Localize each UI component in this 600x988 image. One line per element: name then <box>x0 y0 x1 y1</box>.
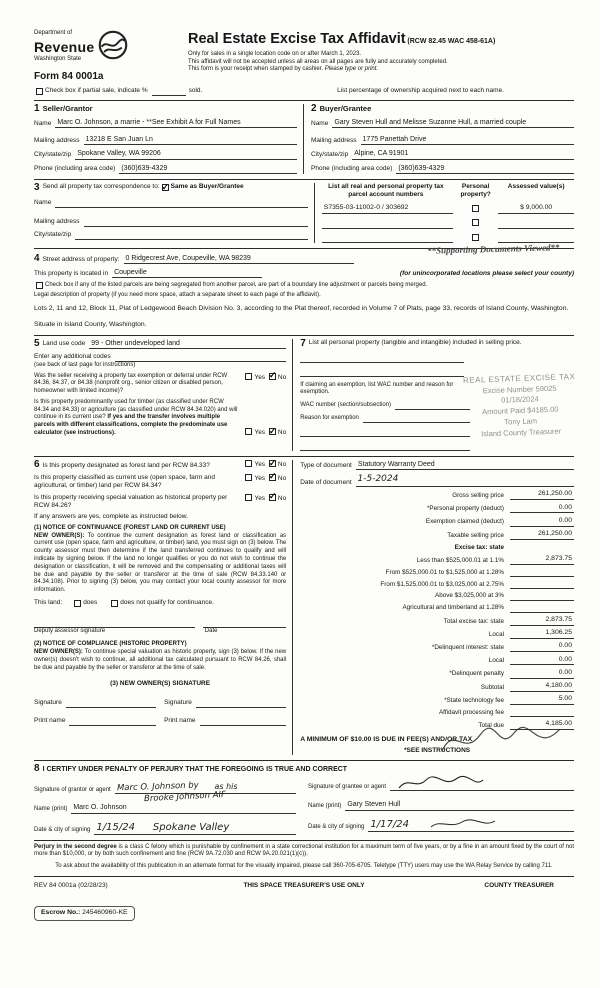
dept-block <box>34 30 184 83</box>
tax-value-field[interactable] <box>510 580 574 589</box>
tax-value-field[interactable]: 0.00 <box>510 656 574 666</box>
personal-property-checkbox[interactable] <box>472 205 479 212</box>
partial-sale-line <box>34 87 574 96</box>
seller-phone-field[interactable]: (360)639-4329 <box>119 164 297 174</box>
tax-computation-section <box>293 460 574 755</box>
corr-addr-label: Mailing address <box>34 218 80 226</box>
no-label: No <box>277 474 287 482</box>
document-type-label: Type of document <box>300 461 352 469</box>
buyer-csz-label: City/state/zip <box>311 151 349 159</box>
tax-row: Local 0.00 <box>488 655 572 665</box>
does-checkbox[interactable] <box>74 600 81 607</box>
historic-property-question: Is this property receiving special valuation as historical property per RCW 84.26? <box>34 493 228 509</box>
tax-row: *Personal property (deduct) 0.00 <box>426 503 572 513</box>
grantee-date-handwriting: 1/17/24 <box>370 818 409 830</box>
certify-statement: I CERTIFY UNDER PENALTY OF PERJURY THAT THE FOREGOING IS TRUE AND CORRECT <box>42 765 348 773</box>
dept-name: Revenue <box>34 38 95 55</box>
tax-value-field[interactable]: 4,180.00 <box>510 682 574 692</box>
yes-no-group <box>243 428 286 437</box>
grantor-city-handwriting: Spokane Valley <box>152 821 230 833</box>
personal-property-blank-line[interactable] <box>300 367 464 377</box>
personal-property-header: Personal property? <box>460 182 491 199</box>
dept-of-label: Department of <box>34 30 73 36</box>
parcel-header: List all real and personal property tax parcel account numbers <box>328 182 444 199</box>
corr-csz-label: City/state/zip <box>34 231 72 239</box>
grantee-city-scrawl <box>428 817 498 831</box>
yes-checkbox[interactable] <box>245 428 252 435</box>
new-owners-signature-title: (3) NEW OWNER(S) SIGNATURE <box>110 680 211 688</box>
grantor-date-city-field[interactable] <box>94 821 296 835</box>
grantor-signature-label: Signature of grantor or agent <box>34 786 111 793</box>
seller-csz-label: City/state/zip <box>34 151 72 159</box>
seller-heading: Seller/Grantor <box>42 103 93 113</box>
does-not-checkbox[interactable] <box>111 600 118 607</box>
parcel-table <box>315 183 574 244</box>
yes-no-group <box>243 494 286 503</box>
owner-signature-label-2: Signature <box>164 699 192 707</box>
additional-codes-label: Enter any additional codes <box>34 353 111 361</box>
no-checkbox[interactable] <box>269 373 276 380</box>
yes-label: Yes <box>254 373 266 381</box>
owner-print-field-1[interactable] <box>69 717 156 726</box>
seller-addr-field[interactable]: 13218 E San Juan Ln <box>84 135 297 145</box>
tax-row: Taxable selling price 261,250.00 <box>447 530 572 539</box>
tax-row: Less than $525,000.01 at 1.1% 2,873.75 <box>416 555 572 564</box>
deputy-date-label: Date <box>204 628 218 635</box>
yes-label: Yes <box>254 474 266 482</box>
grantee-signature-label: Signature of grantee or agent <box>308 783 387 790</box>
tax-value-field[interactable]: 0.00 <box>510 669 574 679</box>
street-address-label: Street address of property: <box>42 255 120 263</box>
grantor-signature-handwriting-2: Brooke Johnson AIF <box>143 790 227 805</box>
no-checkbox[interactable] <box>269 428 276 435</box>
grantee-print-name-field[interactable]: Gary Steven Hull <box>345 800 574 810</box>
tax-row: *State technology fee 5.00 <box>444 695 572 704</box>
legal-description-label: Legal description of property (if you need more space, attach a separate sheet to each page of the affidavit). <box>34 292 321 299</box>
owner-signature-label-1: Signature <box>34 699 62 707</box>
buyer-name-field[interactable]: Gary Steven Hull and Melisse Suzanne Hull, a married couple <box>332 118 574 128</box>
header-note-2: This affidavit will not be accepted unless all areas on all pages are fully and accurately completed. <box>188 58 448 65</box>
grantee-print-name-label: Name (print) <box>308 802 342 809</box>
document-date-handwriting: 1-5-2024 <box>357 474 399 485</box>
correspondence-section <box>34 179 574 249</box>
landuse-personal-section <box>34 335 574 457</box>
section-3-number: 3 <box>34 181 40 193</box>
additional-codes-field[interactable] <box>115 353 287 362</box>
grantee-signature-scrawl <box>396 774 486 792</box>
owner-print-field-2[interactable] <box>200 717 287 726</box>
dor-logo-icon <box>98 30 128 60</box>
parcel-row <box>322 204 574 214</box>
ownership-note: List percentage of ownership acquired next to each name. <box>337 87 504 95</box>
land-qualify-line <box>34 599 286 607</box>
treasurer-space-label: THIS SPACE TREASURER'S USE ONLY <box>243 881 365 889</box>
section-4-number: 4 <box>34 253 40 265</box>
no-label: No <box>277 494 287 502</box>
tax-row: From $1,525,000.01 to $3,025,000 at 2.75% <box>300 580 574 589</box>
personal-property-blank-line[interactable] <box>300 353 464 363</box>
exemption-claim-note: If claiming an exemption, list WAC number and reason for exemption. <box>300 381 454 396</box>
tax-row: Above $3,025,000 at 3% <box>300 592 574 601</box>
form-number: Form 84 0001a <box>34 70 104 82</box>
deputy-assessor-label: Deputy assessor signature <box>34 628 106 635</box>
reason-exemption-field[interactable] <box>363 414 470 423</box>
forest-land-question: 6 Is this property designated as forest land per RCW 84.33? <box>34 459 210 471</box>
tax-value-field[interactable] <box>510 604 574 613</box>
located-in-label: This property is located in <box>34 269 109 277</box>
forestland-tax-section <box>34 456 574 760</box>
land-use-label: Land use code <box>42 340 86 348</box>
owner-print-label-1: Print name <box>34 717 66 725</box>
if-yes-note: If any answers are yes, complete as instructed below. <box>34 513 188 521</box>
wac-number-label: WAC number (section/subsection) <box>300 402 391 409</box>
yes-label: Yes <box>254 494 266 502</box>
deputy-assessor-signature-field[interactable] <box>34 619 195 628</box>
forest-land-section <box>34 460 293 755</box>
does-label: does <box>83 599 98 606</box>
no-label: No <box>277 429 287 437</box>
grantor-signature-handwriting-tail: as his <box>214 782 238 792</box>
wac-number-field[interactable] <box>395 401 470 410</box>
document-date-label: Date of document <box>300 478 352 486</box>
buyer-addr-field[interactable]: 1775 Panettah Drive <box>361 135 574 145</box>
yes-no-group <box>243 460 286 469</box>
yes-checkbox[interactable] <box>245 373 252 380</box>
grantee-signature-field[interactable] <box>390 782 574 791</box>
rev-number: REV 84 0001a (02/28/23) <box>34 881 108 889</box>
title-rcw: (RCW 82.45 WAC 458-61A) <box>407 38 496 45</box>
segregated-label: Check box if any of the listed parcels are being segregated from another parcel, are part of a boundary line adjustment or parcels being merged. <box>45 282 428 289</box>
reason-exemption-label: Reason for exemption <box>300 415 359 422</box>
yes-label: Yes <box>254 461 266 469</box>
tax-value-field[interactable]: 261,250.00 <box>510 490 574 500</box>
exemption-blank-line[interactable] <box>300 427 470 437</box>
tax-row: From $525,000.01 to $1,525,000 at 1.28% <box>300 568 574 577</box>
yes-checkbox[interactable] <box>245 460 252 467</box>
deputy-date-field[interactable] <box>203 619 286 628</box>
tax-value-field[interactable] <box>510 592 574 601</box>
document-date-field[interactable] <box>356 474 574 487</box>
no-label: No <box>277 461 287 469</box>
tax-row: *Delinquent interest: state 0.00 <box>431 642 572 652</box>
seller-csz-field[interactable]: Spokane Valley, WA 99206 <box>75 149 297 159</box>
certification-section <box>34 760 574 839</box>
tax-row: Affidavit processing fee <box>300 708 574 717</box>
does-not-label: does not qualify for continuance. <box>120 599 214 606</box>
footer <box>34 876 574 890</box>
supporting-documents-stamp: **Supporting Documents Viewed** <box>427 242 561 256</box>
tax-row: Excise tax: state <box>300 543 574 552</box>
header-note-3: This form is your receipt when stamped by cashier. <box>188 66 324 73</box>
buyer-section <box>304 104 574 174</box>
tax-value-field[interactable]: 261,250.00 <box>510 530 574 540</box>
yes-label: Yes <box>254 429 266 437</box>
parties-section <box>34 100 574 179</box>
section-7-number: 7 <box>300 337 306 349</box>
tax-value-field <box>510 543 574 552</box>
county-treasurer-label: COUNTY TREASURER <box>484 881 554 889</box>
parcel-number-field[interactable] <box>322 220 453 229</box>
section-8-number: 8 <box>34 763 40 775</box>
yes-checkbox[interactable] <box>245 474 252 481</box>
buyer-phone-field[interactable]: (360)639-4329 <box>396 164 574 174</box>
corr-csz-field[interactable] <box>75 231 308 240</box>
corr-name-field[interactable] <box>55 199 307 208</box>
notice-continuance-title: (1) NOTICE OF CONTINUANCE (FOREST LAND OR CURRENT USE) <box>34 524 226 531</box>
no-label: No <box>277 373 287 381</box>
grantor-print-name-label: Name (print) <box>34 805 68 812</box>
yes-no-group <box>243 373 286 382</box>
tax-row: Agricultural and timberland at 1.28% <box>300 604 574 613</box>
parcel-number-field[interactable] <box>322 234 453 243</box>
yes-checkbox[interactable] <box>245 494 252 501</box>
parcel-number-field[interactable]: S7355-03-11002-0 / 303692 <box>322 204 453 214</box>
grantor-date-handwriting: 1/15/24 <box>96 821 135 833</box>
escrow-number: 245460960-KE <box>82 909 128 917</box>
perjury-text: Perjury in the second degree is a class C felony which is punishable by confinement in a state correctional institution for a maximum term of five years, or by a fine in an amount fixed by the court of not more than $10,000, or by both such confinement and fine (RCW 9A.72.030 and RCW 9A.20.021(1)(c)). <box>34 843 575 858</box>
tax-value-field[interactable]: 0.00 <box>510 504 574 514</box>
segregated-checkbox[interactable] <box>36 282 43 289</box>
seller-name-field[interactable]: Marc O. Johnson, a marrie - **See Exhibit A for Full Names <box>55 118 297 128</box>
escrow-box <box>34 906 135 921</box>
seller-phone-label: Phone (including area code) <box>34 165 116 173</box>
grantor-signature-block <box>34 782 304 834</box>
notice-continuance-body: NEW OWNER(S): To continue the current designation as forest land or classification as current use (open space, farm and agriculture, or timber) land, you must sign on (3) below. The county assessor must then determine if the land transferred continues to qualify and will indicate by signing below. If the land no longer qualifies or you do not wish to continue the designation or classification, it will be removed and the compensating or additional taxes will be due and payable by the seller or transferor at the time of sale (RCW 84.33.140 or 84.34.108). Prior to signing (3) below, you may contact your local county assessor for more information. <box>34 532 287 594</box>
section-5-number: 5 <box>34 337 40 349</box>
assessed-value-field[interactable] <box>498 220 574 229</box>
personal-property-checkbox[interactable] <box>472 219 479 226</box>
tax-value-field[interactable]: 1,306.25 <box>510 629 574 639</box>
see-instructions-note: *SEE INSTRUCTIONS <box>404 747 471 754</box>
corr-addr-field[interactable] <box>84 218 308 227</box>
tax-row: Exemption claimed (deduct) 0.00 <box>425 516 572 526</box>
tax-row: Total excise tax: state 2,873.75 <box>443 615 572 625</box>
no-checkbox[interactable] <box>269 494 276 501</box>
same-as-buyer-label: Same as Buyer/Grantee <box>170 183 244 191</box>
assessed-value-field[interactable] <box>498 234 574 243</box>
exemption-blank-line[interactable] <box>300 441 470 451</box>
grantor-date-city-label: Date & city of signing <box>34 826 91 833</box>
minimum-due-note: A MINIMUM OF $10.00 IS DUE IN FEE(S) AND/OR TAX <box>300 736 473 744</box>
owner-print-label-2: Print name <box>164 717 196 725</box>
legal-description-text: Lots 2, 11 and 12, Block 11, Plat of Ledgewood Beach Division No. 3, according to the Plat thereof, recorded in Volume 7 of Plats, page 33, records of Island County, Washington. <box>34 304 569 312</box>
partial-sale-percent-field[interactable] <box>152 87 186 96</box>
tax-row: *Delinquent penalty 0.00 <box>449 668 572 678</box>
grantee-date-city-label: Date & city of signing <box>308 823 365 830</box>
parcel-row <box>322 234 574 243</box>
partial-sale-sold-label: sold. <box>188 87 203 95</box>
tax-row: Gross selling price 261,250.00 <box>452 490 572 500</box>
property-section <box>34 242 574 334</box>
grantee-date-city-field[interactable] <box>368 818 574 832</box>
assessed-value-field[interactable]: $ 9,000.00 <box>498 204 574 214</box>
street-address-field[interactable]: 0 Ridgecrest Ave, Coupeville, WA 98239 <box>124 254 354 264</box>
legal-description-text-2: Situate in Island County, Washington. <box>34 320 147 328</box>
partial-sale-label: Check box if partial sale, indicate % <box>45 87 148 95</box>
buyer-heading: Buyer/Grantee <box>319 103 372 113</box>
land-use-code-field[interactable]: 99 - Other undeveloped land <box>89 339 286 349</box>
timber-agriculture-question: Is this property predominantly used for timber (as classified under RCW 84.34 and 84.33) or agriculture (as classified under RCW 84.34.020) and will continue in its current use? If yes and the transfer involves multiple parcels with different classifications, complete the predominate use calculator (see instructions). <box>34 398 238 437</box>
tax-value-field[interactable] <box>510 708 574 717</box>
tax-value-field[interactable]: 0.00 <box>510 517 574 527</box>
perjury-notice <box>34 840 574 876</box>
grantor-print-name-field[interactable]: Marc O. Johnson <box>71 803 296 813</box>
seller-section <box>34 104 304 174</box>
no-checkbox[interactable] <box>269 460 276 467</box>
seller-name-label: Name <box>34 119 52 127</box>
header-note-1: Only for sales in a single location code on or after March 1, 2023. <box>188 50 362 57</box>
personal-property-label: List all personal property (tangible and intangible) included in selling price. <box>308 338 522 346</box>
yes-no-group <box>243 474 286 483</box>
land-use-section <box>34 339 293 452</box>
notice-compliance-title: (2) NOTICE OF COMPLIANCE (HISTORIC PROPERTY) <box>34 641 187 648</box>
buyer-csz-field[interactable]: Alpine, CA 91901 <box>352 149 574 159</box>
dept-state-label: Washington State <box>34 55 82 62</box>
current-use-question: Is this property classified as current use (open space, farm and agricultural, or timber) land per RCW 84.34? <box>34 473 216 490</box>
seller-addr-label: Mailing address <box>34 136 80 144</box>
section-1-number: 1 <box>34 102 40 114</box>
tax-row: Total due 4,185.00 <box>478 720 572 729</box>
grantor-signature-handwriting: Marc O. Johnson by <box>116 781 199 794</box>
land-use-instructions-note: (see back of last page for instructions) <box>34 361 136 368</box>
header <box>34 30 574 83</box>
tax-value-field[interactable] <box>510 568 574 577</box>
corr-name-label: Name <box>34 199 52 207</box>
buyer-name-label: Name <box>311 119 329 127</box>
no-checkbox[interactable] <box>269 474 276 481</box>
unincorporated-note: (for unincorporated locations please select your county) <box>399 269 574 277</box>
correspondence-left <box>34 183 315 244</box>
tax-row: Local 1,306.25 <box>488 629 572 638</box>
owner-signature-field-2[interactable] <box>196 699 286 708</box>
tax-value-field[interactable]: 5.00 <box>510 695 574 705</box>
exemption-deferral-question: Was the seller receiving a property tax exemption or deferral under RCW 84.36, 84.37, or 84.38 (nonprofit org., senior citizen or disabled person, homeowner with limited income)? <box>34 372 228 395</box>
assessed-value-header: Assessed value(s) <box>507 182 565 190</box>
correspondence-label: Send all property tax correspondence to: <box>42 183 160 191</box>
excise-tax-stamp: REAL ESTATE EXCISE TAX Excise Number 59025 01/18/2024 Amount Paid $4185.00 Tony Lam Island County Treasurer <box>462 371 576 439</box>
document-type-field[interactable]: Statutory Warranty Deed <box>356 460 574 470</box>
personal-property-checkbox[interactable] <box>472 234 479 241</box>
page-title: Real Estate Excise Tax Affidavit <box>188 31 406 47</box>
tax-value-field[interactable]: 2,873.75 <box>510 616 574 626</box>
same-as-buyer-checkbox[interactable] <box>162 184 169 191</box>
this-land-label: This land: <box>34 599 63 606</box>
section-2-number: 2 <box>311 102 317 114</box>
located-in-field[interactable]: Coupeville <box>112 268 262 278</box>
buyer-addr-label: Mailing address <box>311 136 357 144</box>
header-note-3b: Please type or print. <box>324 66 379 73</box>
tax-value-field[interactable]: 4,185.00 <box>510 720 574 730</box>
parcel-row <box>322 219 574 228</box>
escrow-label: Escrow No.: <box>41 909 81 917</box>
tax-value-field[interactable]: 0.00 <box>510 642 574 652</box>
buyer-phone-label: Phone (including area code) <box>311 165 393 173</box>
personal-property-section <box>293 339 574 452</box>
notice-compliance-body: NEW OWNER(S): To continue special valuation as historic property, sign (3) below. If the new owner(s) doesn't wish to continue, all additional tax calculated pursuant to RCW 84.26, shall be due and payable by the seller or transferor at the time of sale. <box>34 649 287 671</box>
tax-value-field[interactable]: 2,873.75 <box>510 555 574 565</box>
title-block <box>184 30 574 83</box>
partial-sale-checkbox[interactable] <box>36 88 43 95</box>
owner-signature-field-1[interactable] <box>66 699 156 708</box>
grantee-signature-block <box>304 782 574 834</box>
tax-row: Subtotal 4,180.00 <box>480 682 572 691</box>
accessibility-text: To ask about the availability of this publication in an alternate format for the visually impaired, please call 360-705-6705. Teletype (TTY) users may use the WA Relay Service by calling 711. <box>55 863 553 870</box>
